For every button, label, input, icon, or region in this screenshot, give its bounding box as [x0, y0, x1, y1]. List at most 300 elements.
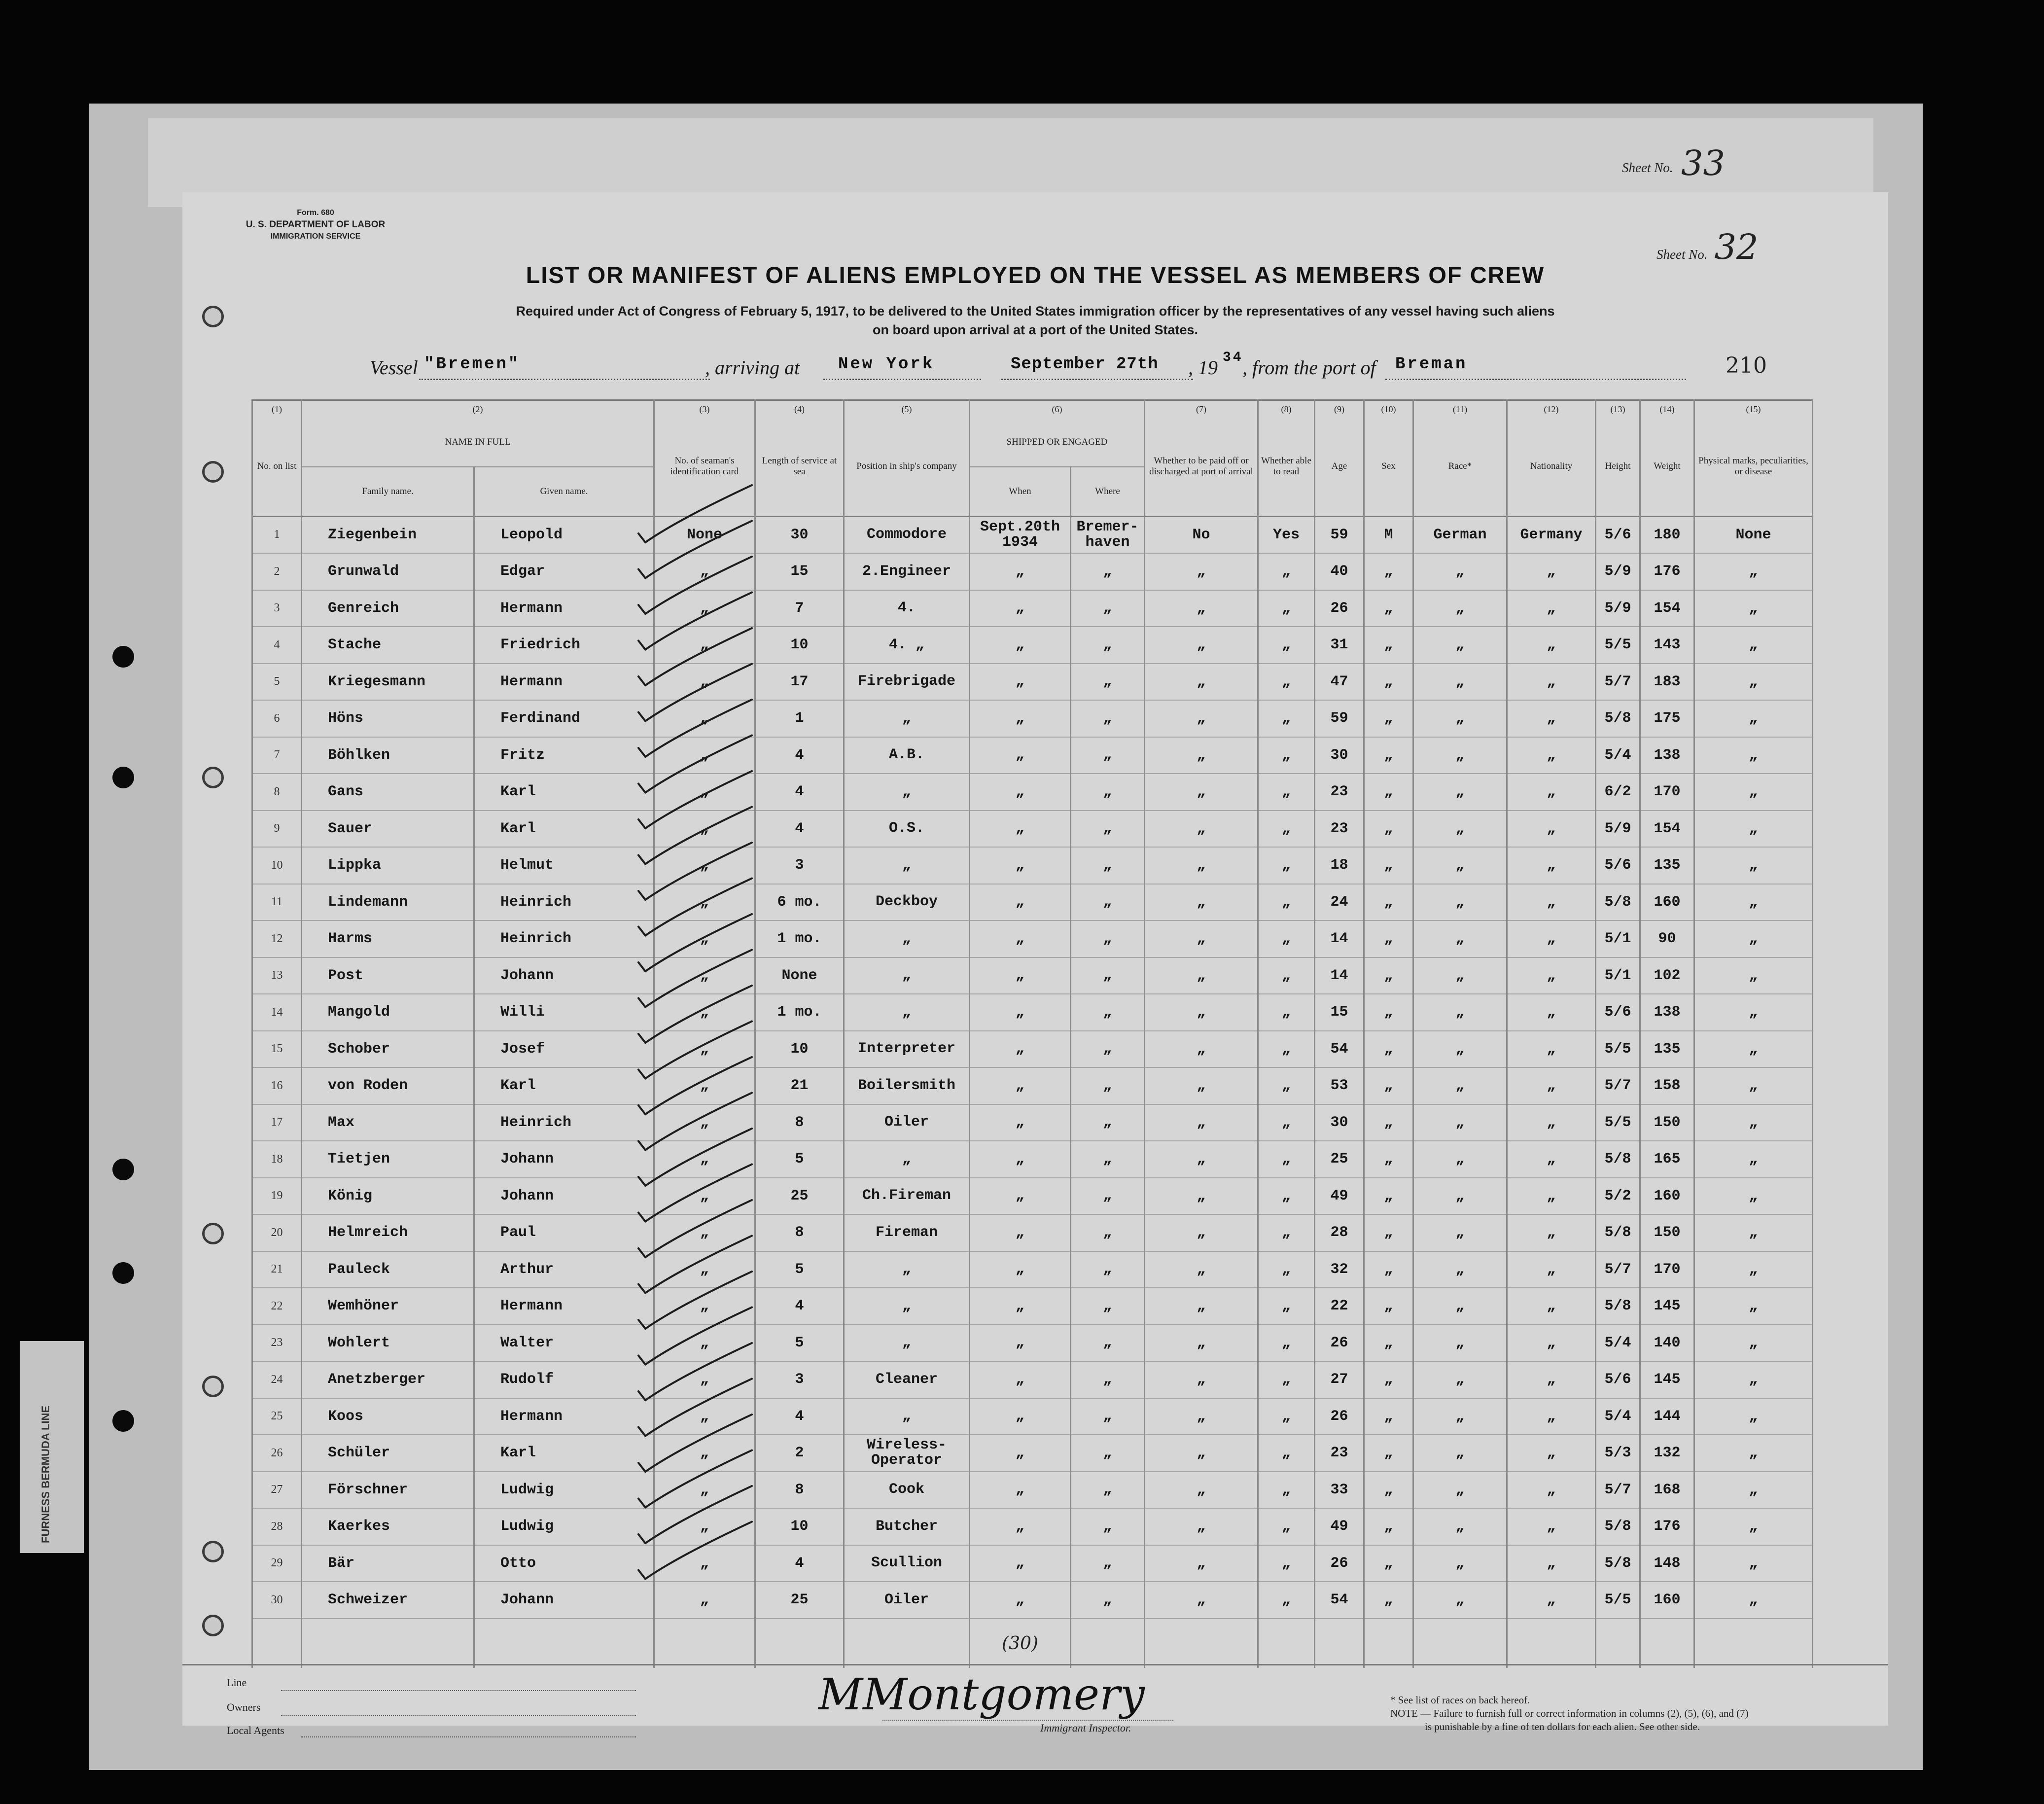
cell-weight: 170 — [1640, 1251, 1694, 1288]
cell-weight: 158 — [1640, 1067, 1694, 1104]
cell-given: Leopold — [474, 516, 654, 553]
cell-position: Ch.Fireman — [844, 1178, 970, 1215]
cell-height: 5/9 — [1596, 553, 1640, 590]
cell-where: „ — [1071, 920, 1145, 957]
cell-family: König — [302, 1178, 474, 1215]
cell-weight: 160 — [1640, 1178, 1694, 1215]
table-row — [252, 811, 1813, 848]
cell-no: 16 — [252, 1067, 302, 1104]
header-shipped: SHIPPED OR ENGAGED — [970, 418, 1145, 467]
arrival-date: September 27th — [1011, 355, 1159, 374]
cell-age: 47 — [1315, 664, 1364, 701]
cell-service: 7 — [755, 590, 844, 627]
header-no-on-list: No. on list — [252, 418, 302, 516]
cell-age: 40 — [1315, 553, 1364, 590]
cell-family: Kriegesmann — [302, 664, 474, 701]
cell-age: 28 — [1315, 1214, 1364, 1251]
cell-paid: „ — [1145, 884, 1258, 921]
cell-paid: „ — [1145, 1178, 1258, 1215]
column-number: (10) — [1364, 400, 1413, 418]
cell-weight: 102 — [1640, 957, 1694, 994]
cell-position: „ — [844, 920, 970, 957]
header-nationality: Nationality — [1507, 418, 1596, 516]
cell-height: 5/8 — [1596, 1288, 1640, 1325]
cell-position: Firebrigade — [844, 664, 970, 701]
cell-when: „ — [970, 1031, 1071, 1068]
cell-age: 14 — [1315, 920, 1364, 957]
cell-marks: „ — [1694, 811, 1813, 848]
cell-no: 14 — [252, 994, 302, 1031]
cell-read: „ — [1258, 774, 1315, 811]
cell-card: „ — [654, 737, 755, 774]
header-height: Height — [1596, 418, 1640, 516]
cell-nation: „ — [1507, 1582, 1596, 1619]
cell-position: „ — [844, 1398, 970, 1435]
cell-read: Yes — [1258, 516, 1315, 553]
cell-service: 8 — [755, 1214, 844, 1251]
cell-read: „ — [1258, 811, 1315, 848]
cell-nation: „ — [1507, 774, 1596, 811]
cell-no: 8 — [252, 774, 302, 811]
cell-race: „ — [1413, 590, 1507, 627]
cell-where: „ — [1071, 1545, 1145, 1582]
cell-height: 5/8 — [1596, 1214, 1640, 1251]
column-number: (2) — [302, 400, 654, 418]
cell-read: „ — [1258, 590, 1315, 627]
cell-age: 53 — [1315, 1067, 1364, 1104]
cell-age: 18 — [1315, 847, 1364, 884]
cell-position: Oiler — [844, 1582, 970, 1619]
column-number-row — [252, 400, 1813, 418]
cell-family: Koos — [302, 1398, 474, 1435]
cell-marks: „ — [1694, 664, 1813, 701]
cell-paid: „ — [1145, 664, 1258, 701]
cell-service: None — [755, 957, 844, 994]
cell-read: „ — [1258, 737, 1315, 774]
cell-sex: „ — [1364, 1067, 1413, 1104]
from-port-label: , from the port of — [1242, 356, 1376, 379]
cell-given: Heinrich — [474, 1104, 654, 1141]
cell-card: „ — [654, 1104, 755, 1141]
table-row — [252, 1251, 1813, 1288]
cell-read: „ — [1258, 1582, 1315, 1619]
cell-service: 5 — [755, 1251, 844, 1288]
cell-weight: 154 — [1640, 811, 1694, 848]
cell-paid: „ — [1145, 553, 1258, 590]
cell-sex: M — [1364, 516, 1413, 553]
cell-marks: „ — [1694, 884, 1813, 921]
cell-card: „ — [654, 811, 755, 848]
cell-position: „ — [844, 1325, 970, 1362]
cell-no: 4 — [252, 627, 302, 664]
cell-read: „ — [1258, 1361, 1315, 1398]
crew-rows — [252, 516, 1813, 1619]
cell-age: 54 — [1315, 1031, 1364, 1068]
cell-no: 15 — [252, 1031, 302, 1068]
cell-family: von Roden — [302, 1067, 474, 1104]
cell-family: Bär — [302, 1545, 474, 1582]
punch-hole — [202, 1541, 224, 1562]
year-prefix: , 19 — [1188, 356, 1218, 379]
table-row — [252, 994, 1813, 1031]
side-tab — [20, 1341, 84, 1553]
cell-age: 24 — [1315, 884, 1364, 921]
cell-nation: „ — [1507, 1104, 1596, 1141]
cell-service: 8 — [755, 1104, 844, 1141]
subtitle-line-1: Required under Act of Congress of February 5, 1917, to be delivered to the United States immigration officer by the representatives of any vessel having such aliens — [516, 304, 1555, 318]
cell-given: Josef — [474, 1031, 654, 1068]
cell-given: Walter — [474, 1325, 654, 1362]
cell-when: „ — [970, 1141, 1071, 1178]
header-age: Age — [1315, 418, 1364, 516]
cell-card: „ — [654, 1031, 755, 1068]
cell-age: 54 — [1315, 1582, 1364, 1619]
cell-no: 6 — [252, 700, 302, 737]
cell-read: „ — [1258, 1472, 1315, 1509]
cell-weight: 144 — [1640, 1398, 1694, 1435]
cell-when: „ — [970, 1288, 1071, 1325]
cell-position: 2.Engineer — [844, 553, 970, 590]
cell-where: „ — [1071, 1141, 1145, 1178]
column-number: (4) — [755, 400, 844, 418]
vessel-line — [182, 350, 1888, 385]
cell-nation: „ — [1507, 1031, 1596, 1068]
cell-height: 5/8 — [1596, 700, 1640, 737]
cell-nation: „ — [1507, 994, 1596, 1031]
cell-position: 4. „ — [844, 627, 970, 664]
from-port: Breman — [1395, 355, 1468, 374]
cell-height: 6/2 — [1596, 774, 1640, 811]
cell-paid: „ — [1145, 1141, 1258, 1178]
cell-sex: „ — [1364, 664, 1413, 701]
cell-read: „ — [1258, 1141, 1315, 1178]
cell-nation: „ — [1507, 737, 1596, 774]
cell-race: „ — [1413, 1545, 1507, 1582]
cell-race: „ — [1413, 553, 1507, 590]
cell-weight: 140 — [1640, 1325, 1694, 1362]
cell-position: „ — [844, 957, 970, 994]
cell-race: „ — [1413, 774, 1507, 811]
cell-family: Böhlken — [302, 737, 474, 774]
cell-where: „ — [1071, 1288, 1145, 1325]
cell-nation: „ — [1507, 1178, 1596, 1215]
cell-when: „ — [970, 590, 1071, 627]
cell-family: Post — [302, 957, 474, 994]
line-label: Line — [227, 1676, 247, 1689]
cell-when: „ — [970, 627, 1071, 664]
cell-position: Cleaner — [844, 1361, 970, 1398]
cell-family: Schober — [302, 1031, 474, 1068]
header-when: When — [970, 467, 1071, 516]
cell-position: „ — [844, 847, 970, 884]
cell-marks: „ — [1694, 1472, 1813, 1509]
cell-race: „ — [1413, 847, 1507, 884]
footnote — [1390, 1694, 1854, 1733]
cell-nation: „ — [1507, 553, 1596, 590]
cell-paid: „ — [1145, 1361, 1258, 1398]
cell-family: Lippka — [302, 847, 474, 884]
cell-family: Max — [302, 1104, 474, 1141]
cell-marks: „ — [1694, 1398, 1813, 1435]
back-sheet-label: Sheet No. — [1622, 160, 1673, 175]
cell-where: „ — [1071, 1251, 1145, 1288]
cell-position: „ — [844, 1288, 970, 1325]
cell-family: Pauleck — [302, 1251, 474, 1288]
cell-race: „ — [1413, 920, 1507, 957]
header-service: Length of service at sea — [755, 418, 844, 516]
cell-position: 4. — [844, 590, 970, 627]
cell-age: 27 — [1315, 1361, 1364, 1398]
cell-weight: 145 — [1640, 1288, 1694, 1325]
cell-nation: „ — [1507, 847, 1596, 884]
cell-read: „ — [1258, 664, 1315, 701]
cell-nation: „ — [1507, 1214, 1596, 1251]
cell-marks: „ — [1694, 1508, 1813, 1545]
cell-family: Wemhöner — [302, 1288, 474, 1325]
cell-race: „ — [1413, 1361, 1507, 1398]
column-number: (15) — [1694, 400, 1813, 418]
cell-given: Johann — [474, 1141, 654, 1178]
cell-nation: „ — [1507, 664, 1596, 701]
cell-nation: Germany — [1507, 516, 1596, 553]
cell-given: Johann — [474, 1582, 654, 1619]
table-row — [252, 884, 1813, 921]
cell-sex: „ — [1364, 1251, 1413, 1288]
cell-marks: „ — [1694, 994, 1813, 1031]
cell-service: 10 — [755, 1031, 844, 1068]
cell-read: „ — [1258, 553, 1315, 590]
table-row — [252, 1288, 1813, 1325]
cell-card: „ — [654, 1545, 755, 1582]
cell-sex: „ — [1364, 884, 1413, 921]
cell-family: Förschner — [302, 1472, 474, 1509]
cell-read: „ — [1258, 957, 1315, 994]
cell-where: „ — [1071, 1067, 1145, 1104]
vessel-label: Vessel — [370, 356, 418, 379]
cell-marks: „ — [1694, 847, 1813, 884]
back-sheet-number: 33 — [1681, 143, 1726, 183]
cell-when: Sept.20th 1934 — [970, 516, 1071, 553]
cell-read: „ — [1258, 884, 1315, 921]
cell-given: Friedrich — [474, 627, 654, 664]
cell-service: 8 — [755, 1472, 844, 1509]
column-number: (5) — [844, 400, 970, 418]
cell-paid: „ — [1145, 1435, 1258, 1472]
column-number: (11) — [1413, 400, 1507, 418]
header-marks: Physical marks, peculiarities, or disease — [1694, 418, 1813, 516]
cell-paid: „ — [1145, 737, 1258, 774]
year-suffix: 34 — [1223, 350, 1243, 365]
total-row — [252, 1619, 1813, 1668]
column-number: (9) — [1315, 400, 1364, 418]
cell-service: 4 — [755, 1398, 844, 1435]
cell-race: „ — [1413, 1398, 1507, 1435]
cell-where: „ — [1071, 1398, 1145, 1435]
cell-position: „ — [844, 1251, 970, 1288]
cell-where: „ — [1071, 847, 1145, 884]
cell-read: „ — [1258, 994, 1315, 1031]
cell-nation: „ — [1507, 1508, 1596, 1545]
cell-service: 4 — [755, 774, 844, 811]
cell-card: „ — [654, 1325, 755, 1362]
cell-age: 22 — [1315, 1288, 1364, 1325]
cell-when: „ — [970, 1325, 1071, 1362]
cell-sex: „ — [1364, 1398, 1413, 1435]
cell-height: 5/1 — [1596, 957, 1640, 994]
cell-race: „ — [1413, 1178, 1507, 1215]
cell-no: 13 — [252, 957, 302, 994]
cell-weight: 148 — [1640, 1545, 1694, 1582]
cell-when: „ — [970, 1361, 1071, 1398]
binder-hole — [112, 1159, 134, 1180]
cell-position: Boilersmith — [844, 1067, 970, 1104]
form-number: Form. 680 — [297, 209, 334, 217]
cell-given: Heinrich — [474, 884, 654, 921]
corner-number: 210 — [1726, 353, 1767, 378]
cell-paid: „ — [1145, 1508, 1258, 1545]
cell-no: 23 — [252, 1325, 302, 1362]
cell-read: „ — [1258, 847, 1315, 884]
cell-when: „ — [970, 957, 1071, 994]
cell-card: „ — [654, 920, 755, 957]
cell-service: 1 mo. — [755, 994, 844, 1031]
cell-where: Bremer- haven — [1071, 516, 1145, 553]
cell-card: „ — [654, 1141, 755, 1178]
cell-age: 23 — [1315, 811, 1364, 848]
cell-position: Cook — [844, 1472, 970, 1509]
cell-where: „ — [1071, 700, 1145, 737]
subtitle-line-2: on board upon arrival at a port of the United States. — [872, 322, 1198, 337]
cell-family: Grunwald — [302, 553, 474, 590]
cell-age: 23 — [1315, 1435, 1364, 1472]
cell-card: „ — [654, 1361, 755, 1398]
cell-race: „ — [1413, 1508, 1507, 1545]
cell-nation: „ — [1507, 1325, 1596, 1362]
cell-when: „ — [970, 1251, 1071, 1288]
cell-no: 2 — [252, 553, 302, 590]
cell-weight: 154 — [1640, 590, 1694, 627]
table-row — [252, 516, 1813, 553]
cell-height: 5/6 — [1596, 847, 1640, 884]
cell-weight: 176 — [1640, 1508, 1694, 1545]
cell-race: „ — [1413, 1325, 1507, 1362]
table-row — [252, 774, 1813, 811]
cell-given: Hermann — [474, 1288, 654, 1325]
cell-paid: „ — [1145, 994, 1258, 1031]
cell-marks: „ — [1694, 1435, 1813, 1472]
cell-card: „ — [654, 590, 755, 627]
table-row — [252, 1214, 1813, 1251]
cell-no: 9 — [252, 811, 302, 848]
cell-no: 25 — [252, 1398, 302, 1435]
cell-where: „ — [1071, 1361, 1145, 1398]
cell-no: 21 — [252, 1251, 302, 1288]
cell-read: „ — [1258, 1178, 1315, 1215]
manifest-sheet — [182, 192, 1888, 1736]
cell-marks: „ — [1694, 737, 1813, 774]
cell-no: 12 — [252, 920, 302, 957]
header-position: Position in ship's company — [844, 418, 970, 516]
cell-family: Lindemann — [302, 884, 474, 921]
cell-read: „ — [1258, 700, 1315, 737]
cell-no: 7 — [252, 737, 302, 774]
cell-where: „ — [1071, 664, 1145, 701]
cell-height: 5/5 — [1596, 1031, 1640, 1068]
cell-sex: „ — [1364, 811, 1413, 848]
cell-service: 30 — [755, 516, 844, 553]
cell-height: 5/4 — [1596, 737, 1640, 774]
cell-where: „ — [1071, 774, 1145, 811]
cell-position: Commodore — [844, 516, 970, 553]
cell-marks: „ — [1694, 1067, 1813, 1104]
header-row-1 — [252, 418, 1813, 467]
cell-service: 4 — [755, 811, 844, 848]
cell-where: „ — [1071, 994, 1145, 1031]
cell-paid: „ — [1145, 590, 1258, 627]
cell-age: 23 — [1315, 774, 1364, 811]
cell-nation: „ — [1507, 590, 1596, 627]
cell-age: 26 — [1315, 1398, 1364, 1435]
cell-card: „ — [654, 774, 755, 811]
cell-weight: 183 — [1640, 664, 1694, 701]
cell-no: 22 — [252, 1288, 302, 1325]
cell-when: „ — [970, 811, 1071, 848]
arrival-port: New York — [838, 355, 935, 374]
cell-position: „ — [844, 1141, 970, 1178]
cell-marks: „ — [1694, 957, 1813, 994]
table-row — [252, 1545, 1813, 1582]
cell-paid: „ — [1145, 627, 1258, 664]
cell-weight: 132 — [1640, 1435, 1694, 1472]
cell-paid: „ — [1145, 1104, 1258, 1141]
cell-given: Paul — [474, 1214, 654, 1251]
header-weight: Weight — [1640, 418, 1694, 516]
column-number: (13) — [1596, 400, 1640, 418]
cell-when: „ — [970, 1214, 1071, 1251]
cell-marks: „ — [1694, 1141, 1813, 1178]
table-row — [252, 1325, 1813, 1362]
cell-weight: 175 — [1640, 700, 1694, 737]
cell-position: „ — [844, 774, 970, 811]
cell-no: 20 — [252, 1214, 302, 1251]
cell-race: „ — [1413, 1472, 1507, 1509]
cell-race: „ — [1413, 1031, 1507, 1068]
cell-read: „ — [1258, 627, 1315, 664]
cell-card: „ — [654, 847, 755, 884]
cell-card: „ — [654, 1067, 755, 1104]
cell-nation: „ — [1507, 811, 1596, 848]
cell-weight: 138 — [1640, 737, 1694, 774]
cell-family: Sauer — [302, 811, 474, 848]
cell-where: „ — [1071, 957, 1145, 994]
cell-paid: „ — [1145, 847, 1258, 884]
cell-height: 5/9 — [1596, 590, 1640, 627]
cell-service: 1 — [755, 700, 844, 737]
cell-card: „ — [654, 1178, 755, 1215]
cell-service: 5 — [755, 1325, 844, 1362]
cell-where: „ — [1071, 1582, 1145, 1619]
column-number: (12) — [1507, 400, 1596, 418]
cell-service: 4 — [755, 737, 844, 774]
cell-height: 5/4 — [1596, 1398, 1640, 1435]
inspector-title: Immigrant Inspector. — [1040, 1722, 1131, 1734]
header-family-name: Family name. — [302, 467, 474, 516]
cell-marks: „ — [1694, 1214, 1813, 1251]
cell-weight: 176 — [1640, 553, 1694, 590]
cell-given: Karl — [474, 811, 654, 848]
cell-family: Tietjen — [302, 1141, 474, 1178]
table-row — [252, 700, 1813, 737]
